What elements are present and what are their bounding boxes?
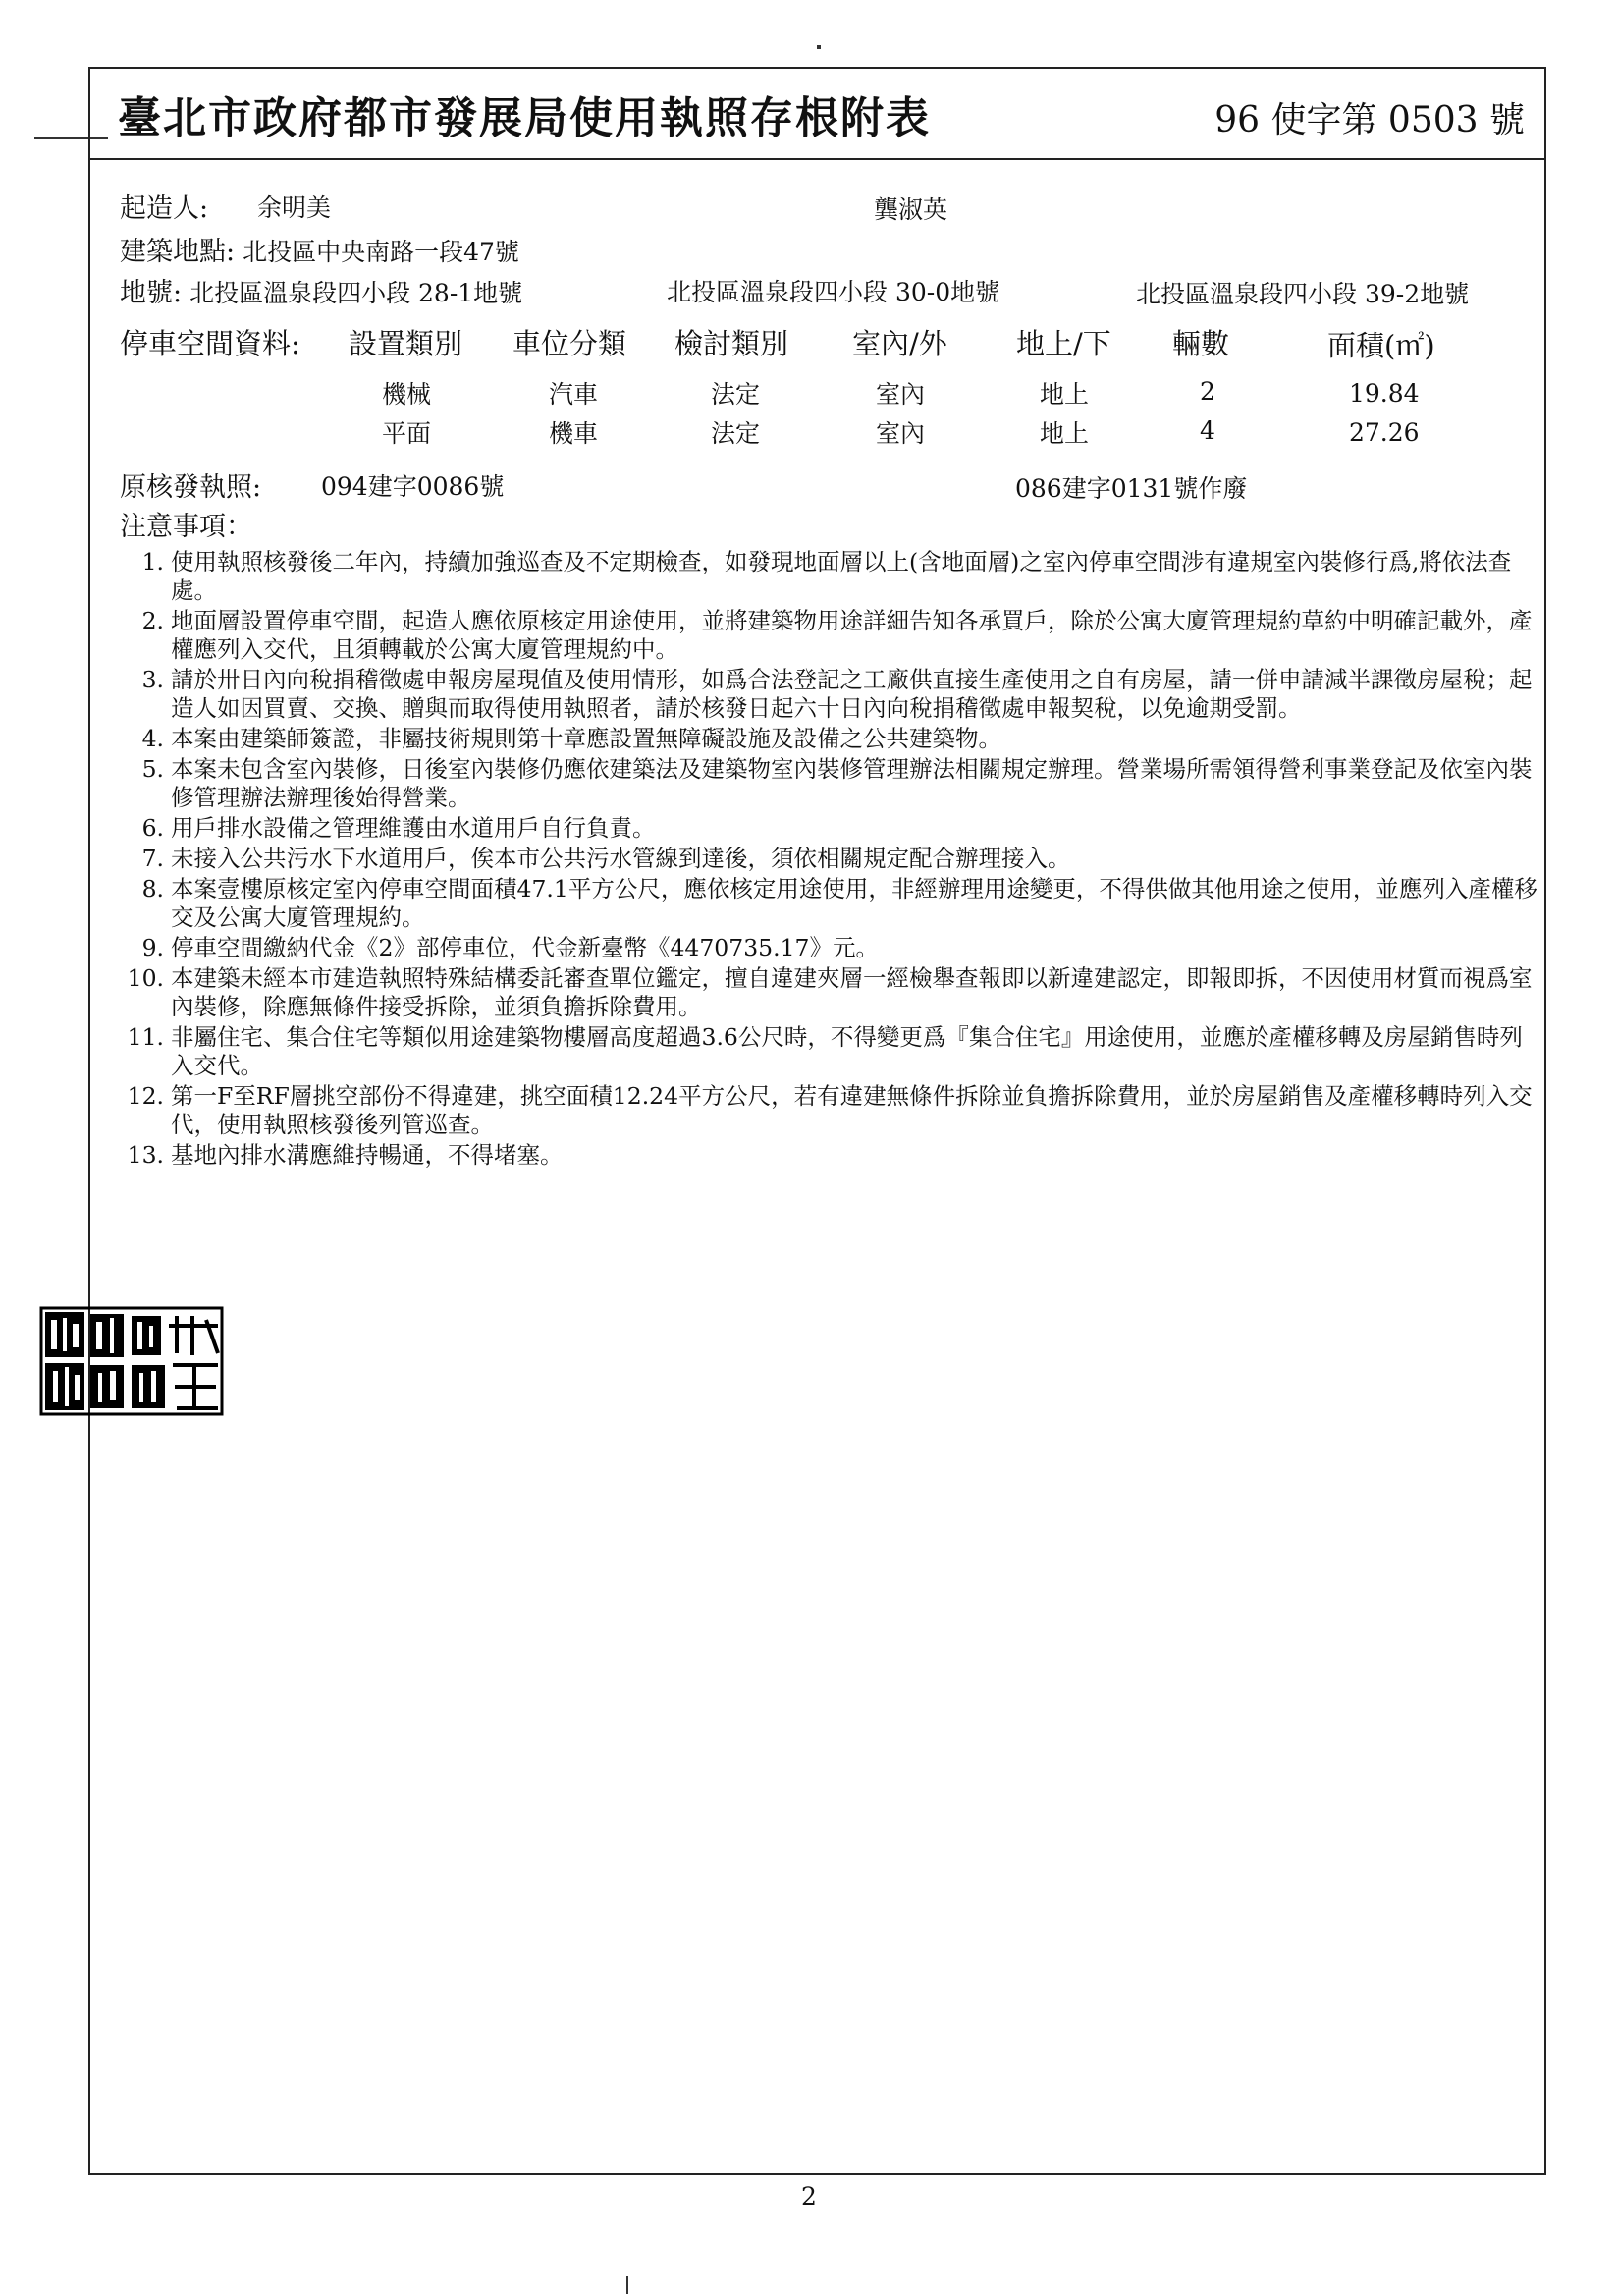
- parking-cell: 平面: [382, 419, 432, 448]
- parking-cell: 室內: [876, 419, 926, 448]
- parking-cell: 19.84: [1349, 379, 1420, 408]
- parking-cell: 4: [1200, 416, 1215, 445]
- parking-column-header: 地上/下: [1016, 327, 1111, 360]
- parking-cell: 法定: [711, 419, 761, 448]
- parking-column-header: 檢討類別: [674, 327, 789, 360]
- parking-label: 停車空間資料:: [120, 327, 300, 360]
- note-item: 12. 第一F至RF層挑空部份不得違建，挑空面積12.24平方公尺，若有違建無條件拆除並負擔拆除費用，並於房屋銷售及產權移轉時列入交代，使用執照核發後列管巡查。: [127, 1082, 1533, 1138]
- official-seal: [39, 1306, 224, 1416]
- note-item: 10. 本建築未經本市建造執照特殊結構委託審查單位鑑定，擅自違建夾層一經檢舉查報即以新違建認定，即報即拆，不因使用材質而視爲室內裝修，除應無條件接受拆除，並須負擔拆除費用。: [127, 964, 1533, 1020]
- site-label: 建築地點:: [120, 237, 236, 267]
- lot-label: 地號:: [120, 278, 183, 308]
- parking-cell: 機械: [382, 380, 432, 409]
- original-permit-label: 原核發執照:: [120, 472, 262, 503]
- note-item: 1. 使用執照核發後二年內，持續加強巡查及不定期檢查，如發現地面層以上(含地面層)之室內停車空間涉有違規室內裝修行爲,將依法查處。: [141, 548, 1512, 604]
- lot-value: 北投區溫泉段四小段 28-1地號: [189, 279, 523, 307]
- note-item: 8. 本案壹樓原核定室內停車空間面積47.1平方公尺，應依核定用途使用，非經辦理用途變更，不得供做其他用途之使用，並應列入產權移交及公寓大廈管理規約。: [141, 875, 1537, 931]
- parking-cell: 地上: [1040, 380, 1090, 409]
- lot-row: [120, 271, 522, 309]
- note-item: 7. 未接入公共污水下水道用戶，俟本市公共污水管線到達後，須依相關規定配合辦理接入。: [141, 845, 1071, 872]
- permit-number: 96 使字第 0503 號: [1214, 100, 1525, 140]
- parking-cell: 2: [1200, 377, 1215, 406]
- builder-name: 余明美: [257, 193, 332, 222]
- parking-column-header: 輛數: [1172, 327, 1230, 360]
- lot-value: 北投區溫泉段四小段 39-2地號: [1136, 280, 1470, 308]
- parking-cell: 地上: [1040, 419, 1090, 448]
- builder-row: [120, 187, 208, 225]
- note-item: 13. 基地內排水溝應維持暢通，不得堵塞。: [127, 1141, 564, 1169]
- document-title: 臺北市政府都市發展局使用執照存根附表: [118, 93, 931, 143]
- site-row: [120, 230, 519, 268]
- note-item: 2. 地面層設置停車空間，起造人應依原核定用途使用，並將建築物用途詳細告知各承買戶，除於公寓大廈管理規約草約中明確記載外，產權應列入交代，且須轉載於公寓大廈管理規約中。: [141, 607, 1533, 663]
- scan-speck: [626, 2276, 628, 2294]
- note-item: 9. 停車空間繳納代金《2》部停車位，代金新臺幣《4470735.17》元。: [141, 934, 879, 961]
- notes-list: [125, 548, 1538, 1172]
- parking-cell: 室內: [876, 380, 926, 409]
- scan-speck: [817, 45, 821, 49]
- page-number: 2: [801, 2182, 817, 2211]
- parking-cell: 汽車: [549, 380, 599, 409]
- parking-column-header: 室內/外: [852, 327, 947, 360]
- parking-column-header: 設置類別: [349, 327, 463, 360]
- parking-cell: 法定: [711, 380, 761, 409]
- parking-cell: 27.26: [1349, 418, 1420, 447]
- parking-column-header: 車位分類: [512, 327, 627, 360]
- note-item: 5. 本案未包含室內裝修，日後室內裝修仍應依建築法及建築物室內裝修管理辦法相關規定辦理。營業場所需領得營利事業登記及依室內裝修管理辦法辦理後始得營業。: [141, 755, 1533, 811]
- parking-cell: 機車: [549, 419, 599, 448]
- builder-name: 龔淑英: [874, 195, 948, 224]
- document-frame: [88, 67, 1546, 2175]
- note-item: 4. 本案由建築師簽證，非屬技術規則第十章應設置無障礙設施及設備之公共建築物。: [141, 725, 1001, 752]
- void-permit-note: 086建字0131號作廢: [1015, 474, 1248, 503]
- parking-column-header: 面積(㎡): [1327, 329, 1435, 362]
- builder-label: 起造人:: [120, 193, 209, 224]
- site-value: 北投區中央南路一段47號: [243, 238, 519, 266]
- original-permit-value: 094建字0086號: [321, 472, 505, 501]
- note-item: 3. 請於卅日內向稅捐稽徵處申報房屋現值及使用情形，如爲合法登記之工廠供直接生產使用之自有房屋，請一併申請減半課徵房屋稅；起造人如因買賣、交換、贈與而取得使用執照者，請於核發日起六十日內向稅捐稽徵處申報契稅，以免逾期受罰。: [141, 666, 1533, 722]
- lot-value: 北投區溫泉段四小段 30-0地號: [667, 278, 1000, 306]
- note-item: 11. 非屬住宅、集合住宅等類似用途建築物樓層高度超過3.6公尺時，不得變更爲『集合住宅』用途使用，並應於產權移轉及房屋銷售時列入交代。: [127, 1023, 1523, 1079]
- notes-heading: 注意事項：: [120, 512, 252, 542]
- header: [90, 69, 1544, 160]
- note-item: 6. 用戶排水設備之管理維護由水道用戶自行負責。: [141, 814, 656, 842]
